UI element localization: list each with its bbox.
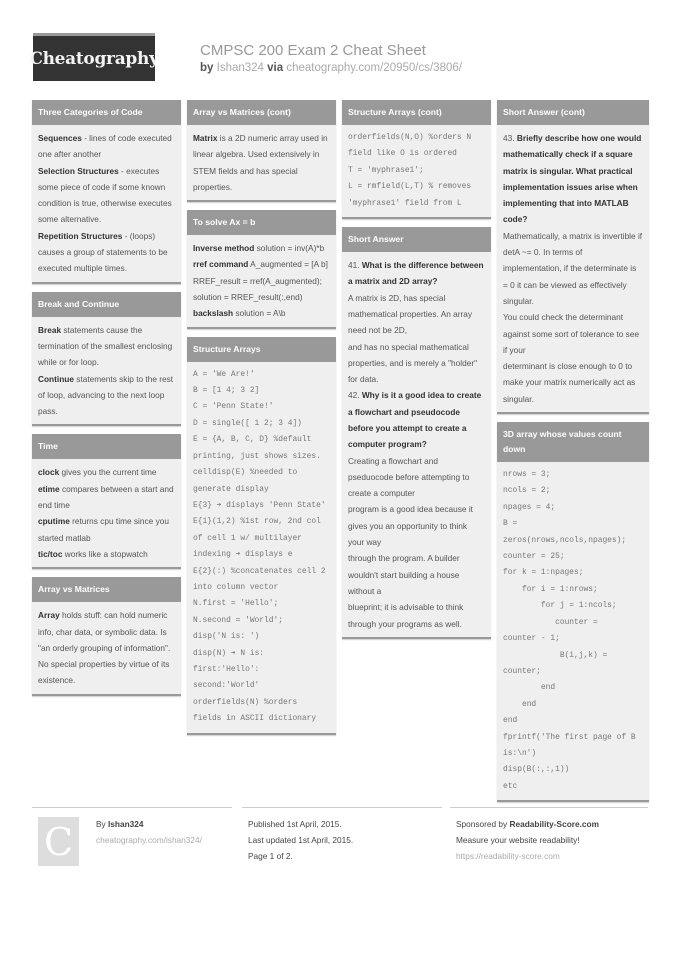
- section-block: [342, 100, 491, 219]
- entry: [503, 309, 643, 358]
- entry-term: Array: [38, 610, 60, 621]
- section-header: To solve Ax = b: [187, 210, 336, 235]
- author-link[interactable]: Ishan324: [216, 62, 264, 74]
- entry: [38, 130, 175, 163]
- entry-term: Sequences: [38, 133, 82, 143]
- footer-author: [32, 807, 232, 877]
- sponsor-tagline: Measure your website readability!: [456, 835, 580, 845]
- entry: [38, 322, 175, 371]
- entry-text: - lines of code executed one after another: [38, 133, 172, 160]
- entry: [348, 599, 485, 632]
- entry-text: is a 2D numeric array used in linear algebra. Used extensively in STEM fields and has special properties.: [193, 133, 328, 192]
- entry: [193, 273, 330, 289]
- entry-text: and has no special mathematical properties, and is merely a "holder" for data.: [348, 341, 478, 385]
- section-block: [497, 100, 649, 414]
- section-block: [187, 337, 336, 735]
- footer-publication: [242, 807, 442, 864]
- entry-text: statements cause the termination of the smallest enclosing while or for loop.: [38, 324, 173, 368]
- code-line: E{3} ➔ displays 'Penn State': [193, 500, 326, 510]
- code-line: D = single([ 1 2; 3 4]): [193, 418, 302, 428]
- entry-term: Briefly describe how one would mathematically check if a square matrix is singular. What practical implementation issues arise when implementing that into MATLAB code?: [503, 133, 642, 225]
- sponsor-url[interactable]: https://readability-score.com: [456, 851, 560, 861]
- entry-text: holds stuff: can hold numeric info, char data, or symbolic data. Is "an orderly grouping of information". No special properties by virtue of its existence.: [38, 610, 171, 686]
- section-body: [187, 362, 336, 733]
- column-2: [187, 100, 336, 743]
- entry-text: A matrix is 2D, has special mathematical properties. An array need not be 2D,: [348, 292, 473, 336]
- section-header: Structure Arrays: [187, 337, 336, 362]
- code-line: disp(N) ➔ N is:: [193, 648, 265, 658]
- code-line: etc: [503, 781, 518, 791]
- code-line: B(i,j,k) =: [503, 650, 608, 660]
- section-block: [32, 100, 181, 284]
- entry-text: 41.: [348, 260, 362, 271]
- code-line: B = [1 4; 3 2]: [193, 386, 260, 396]
- code-line: for j = 1:ncols;: [503, 601, 617, 611]
- code-line: E = {A, B, C, D} %default printing, just shows sizes.: [193, 435, 321, 461]
- entry-text: - executes some piece of code if some known condition is true, otherwise executes some alternative.: [38, 165, 172, 225]
- entry: [193, 240, 330, 256]
- entry-term: rref command: [193, 259, 249, 270]
- entry: [193, 256, 330, 272]
- entry: [38, 607, 175, 688]
- section-block: [32, 292, 181, 427]
- entry-term: tic/toc: [38, 548, 63, 559]
- entry-text: program is a good idea because it gives you an opportunity to think your way: [348, 504, 473, 548]
- entry-term: Inverse method: [193, 243, 255, 254]
- code-line: disp('N is: '): [193, 632, 260, 642]
- section-body: [32, 125, 181, 282]
- by-label: by: [200, 62, 214, 74]
- sponsor-link[interactable]: Readability-Score.com: [509, 819, 599, 829]
- code-line: npages = 4;: [503, 502, 556, 512]
- section-body: [497, 462, 649, 800]
- entry: [348, 550, 485, 599]
- section-body: [342, 125, 491, 217]
- section-header: Array vs Matrices: [32, 577, 181, 602]
- entry: [38, 228, 175, 277]
- section-header: Three Categories of Code: [32, 100, 181, 125]
- code-line: counter =: [503, 617, 598, 627]
- code-line: fprintf('The first page of B is:\n'): [503, 732, 641, 758]
- section-body: [187, 235, 336, 326]
- code-line: orderfields(N) %orders fields in ASCII dictionary: [193, 697, 317, 724]
- entry-text: RREF_result = rref(A_augmented);: [193, 275, 322, 286]
- entry-text: 43.: [503, 133, 517, 143]
- footer-author-url[interactable]: cheatography.com/ishan324/: [96, 835, 202, 845]
- entry: [348, 387, 485, 452]
- entry-term: Selection Structures: [38, 165, 119, 176]
- code-line: N.first = 'Hello';: [193, 599, 279, 609]
- code-line: nrows = 3;: [503, 470, 551, 480]
- section-header: Short Answer: [342, 227, 491, 252]
- section-block: [342, 227, 491, 639]
- column-1: [32, 100, 181, 704]
- entry-text: solution = inv(A)*b: [254, 243, 325, 254]
- footer-by-label: By: [96, 819, 106, 829]
- section-block: [32, 434, 181, 569]
- entry: [348, 339, 485, 388]
- section-body: [32, 459, 181, 567]
- cheatography-logo[interactable]: Cheatography: [33, 33, 155, 81]
- entry: [193, 289, 330, 305]
- entry: [38, 513, 175, 546]
- sponsored-label: Sponsored by: [456, 819, 508, 829]
- section-block: [187, 100, 336, 202]
- code-line: orderfields(N,O) %orders N field like O is ordered: [348, 133, 476, 159]
- footer-sponsor: [450, 807, 648, 864]
- entry: [38, 371, 175, 420]
- published-date: Published 1st April, 2015.: [248, 819, 342, 829]
- code-line: C = 'Penn State!': [193, 402, 274, 412]
- code-line: zeros(nrows,ncols,npages);: [503, 535, 627, 545]
- code-line: E{2}(:) %concatenates cell 2 into column vector: [193, 566, 331, 592]
- via-label: via: [267, 62, 284, 74]
- entry-text: 42.: [348, 390, 362, 401]
- section-header: Break and Continue: [32, 292, 181, 317]
- entry-text: gives you the current time: [59, 467, 157, 478]
- entry: [348, 257, 485, 290]
- code-line: disp(B(:,:,1)): [503, 765, 570, 775]
- code-line: counter;: [503, 666, 541, 676]
- entry: [38, 481, 175, 514]
- code-line: end: [503, 683, 556, 693]
- code-line: B =: [503, 519, 518, 529]
- entry-text: compares between a start and end time: [38, 483, 174, 511]
- entry-term: Continue: [38, 373, 74, 384]
- section-header: Structure Arrays (cont): [342, 100, 491, 125]
- code-line: counter = 25;: [503, 552, 565, 562]
- entry-text: Creating a flowchart and pseduocode before attempting to create a computer: [348, 455, 470, 499]
- code-line: end: [503, 716, 518, 726]
- entry-text: determinant is close enough to 0 to make your matrix numerically act as singular.: [503, 361, 636, 404]
- entry-text: blueprint; it is advisable to think through your programs as well.: [348, 602, 464, 629]
- code-line: E{1}(1,2) %1st row, 2nd col of cell 1 w/ multilayer indexing ➔ displays e: [193, 517, 326, 560]
- code-line: end: [503, 699, 537, 709]
- entry-term: backslash: [193, 308, 234, 319]
- entry: [38, 546, 175, 562]
- code-line: counter - 1;: [503, 634, 560, 644]
- entry: [503, 130, 643, 228]
- code-line: first:'Hello':: [193, 664, 260, 674]
- page-title: CMPSC 200 Exam 2 Cheat Sheet: [200, 42, 426, 59]
- updated-date: Last updated 1st April, 2015.: [248, 835, 354, 845]
- entry-text: through the program. A builder wouldn't start building a house without a: [348, 553, 460, 596]
- entry-term: clock: [38, 467, 60, 478]
- code-line: for k = 1:npages;: [503, 568, 584, 578]
- entry-term: Repetition Structures: [38, 230, 123, 241]
- entry-term: Break: [38, 324, 62, 335]
- section-body: [187, 125, 336, 200]
- entry: [193, 130, 330, 195]
- entry-term: Why is it a good idea to create a flowchart and pseudocode before you attempt to create a computer program?: [348, 390, 482, 450]
- entry-text: solution = RREF_result(:,end): [193, 292, 303, 303]
- section-block: [497, 422, 649, 802]
- code-line: for i = 1:nrows;: [503, 584, 598, 594]
- section-block: [187, 210, 336, 328]
- code-line: celldisp(E) %needed to generate display: [193, 468, 302, 494]
- section-body: [32, 602, 181, 693]
- section-header: Short Answer (cont): [497, 100, 649, 125]
- entry-text: solution = A\b: [233, 308, 286, 319]
- code-line: T = 'myphrase1';: [348, 165, 424, 175]
- entry-text: - (loops) causes a group of statements to be executed multiple times.: [38, 230, 168, 274]
- entry-term: etime: [38, 483, 60, 494]
- entry: [503, 228, 643, 309]
- byline: [200, 62, 462, 74]
- entry: [193, 305, 330, 321]
- code-line: ncols = 2;: [503, 486, 551, 496]
- section-body: [342, 252, 491, 637]
- entry: [38, 464, 175, 480]
- code-line: A = 'We Are!': [193, 369, 255, 379]
- column-4: [497, 100, 649, 810]
- entry-text: works like a stopwatch: [62, 548, 148, 559]
- code-line: second:'World': [193, 681, 260, 691]
- section-body: [497, 125, 649, 412]
- section-header: Array vs Matrices (cont): [187, 100, 336, 125]
- section-block: [32, 577, 181, 695]
- entry: [348, 290, 485, 339]
- entry-term: What is the difference between a matrix and 2D array?: [348, 260, 484, 287]
- entry-term: cputime: [38, 516, 70, 527]
- entry: [503, 358, 643, 407]
- entry-text: You could check the determinant against some sort of tolerance to see if your: [503, 312, 640, 355]
- entry-text: A_augmented = [A b]: [248, 259, 328, 270]
- column-3: [342, 100, 491, 647]
- section-body: [32, 317, 181, 425]
- footer-author-link[interactable]: Ishan324: [108, 819, 144, 829]
- code-line: N.second = 'World';: [193, 615, 283, 625]
- entry-text: returns cpu time since you started matlab: [38, 516, 169, 543]
- sheet-url-link[interactable]: cheatography.com/20950/cs/3806/: [286, 62, 462, 74]
- avatar[interactable]: C: [38, 817, 79, 866]
- entry: [38, 163, 175, 228]
- entry: [348, 501, 485, 550]
- code-line: L = rmfield(L,T) % removes 'myphrase1' field from L: [348, 182, 476, 208]
- section-header: Time: [32, 434, 181, 459]
- entry-term: Matrix: [193, 133, 218, 143]
- entry: [348, 453, 485, 502]
- entry-text: statements skip to the rest of loop, advancing to the next loop pass.: [38, 373, 174, 417]
- section-header: 3D array whose values count down: [497, 422, 649, 462]
- page-number: Page 1 of 2.: [248, 851, 293, 861]
- entry-text: Mathematically, a matrix is invertible if detA ~= 0. In terms of implementation, if the determinate is = 0 it can be viewed as effectively singular.: [503, 230, 643, 306]
